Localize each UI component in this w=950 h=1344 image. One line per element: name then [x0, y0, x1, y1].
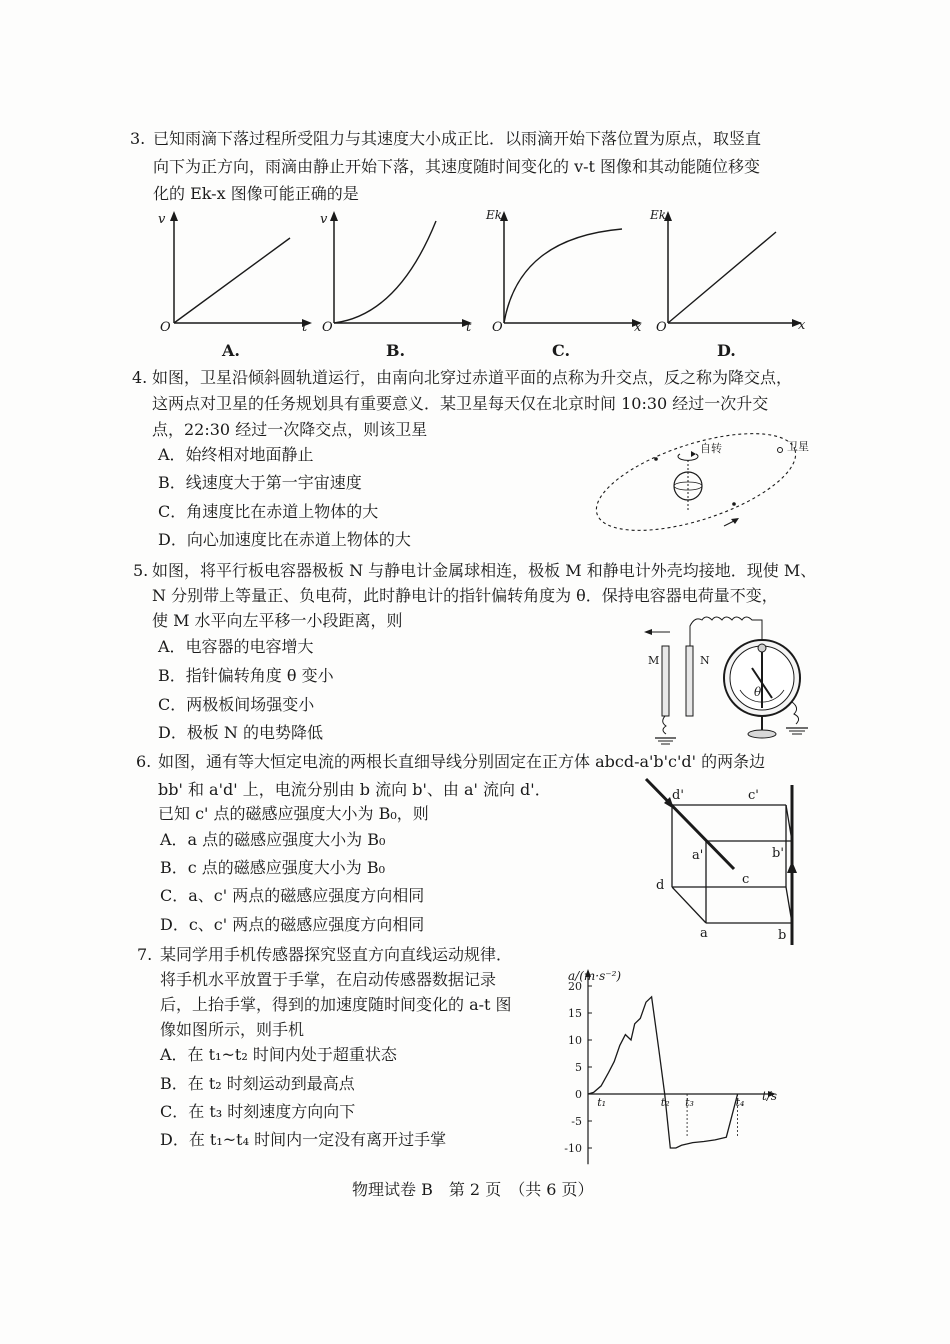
q5-line-1: 如图，将平行板电容器极板 N 与静电计金属球相连，极板 M 和静电计外壳均接地．现使 M、 [152, 561, 817, 580]
q4-line-1: 如图，卫星沿倾斜圆轨道运行，由南向北穿过赤道平面的点称为升交点，反之称为降交点， [152, 368, 793, 387]
q5-option-a: A．电容器的电容增大 [158, 637, 314, 656]
q5-option-b: B．指针偏转角度 θ 变小 [158, 666, 334, 685]
q7-at-xtick-label: t₃ [685, 1096, 694, 1109]
q3a-ylabel: v [158, 212, 166, 227]
q7-at-ytick-label: 15 [568, 1007, 582, 1020]
q6-option-d: D．c、c' 两点的磁感应强度方向相同 [160, 915, 425, 934]
q3-graph-a [150, 205, 320, 335]
q5-line-3: 使 M 水平向左平移一小段距离，则 [152, 611, 403, 630]
q6-label-b: b [778, 928, 787, 943]
q5-option-c: C．两极板间场强变小 [158, 695, 315, 714]
q3-line-2: 向下为正方向，雨滴由静止开始下落，其速度随时间变化的 v-t 图像和其动能随位移变 [153, 157, 761, 176]
q6-line-3: 已知 c' 点的磁感应强度大小为 B₀，则 [158, 804, 429, 823]
q4-orbit-figure [596, 420, 816, 550]
q3-caption-c: C. [552, 341, 571, 360]
q3-graph-c [484, 205, 654, 335]
q7-at-ytick-label: 10 [568, 1034, 582, 1047]
q3-graph-b [318, 205, 488, 335]
q3b-xlabel: t [466, 320, 472, 335]
q7-option-d: D．在 t₁~t₄ 时间内一定没有离开过手掌 [160, 1130, 447, 1149]
q3-line-3: 化的 Ek-x 图像可能正确的是 [153, 184, 359, 203]
q4-option-d: D．向心加速度比在赤道上物体的大 [158, 530, 411, 549]
q5-line-2: N 分别带上等量正、负电荷，此时静电计的指针偏转角度为 θ．保持电容器电荷量不变， [152, 586, 778, 605]
q3c-xlabel: x [634, 320, 642, 335]
q5-number: 5. [133, 561, 149, 580]
q3-caption-d: D. [717, 341, 736, 360]
q7-at-xtick-label: t₂ [660, 1096, 670, 1109]
q6-option-c: C．a、c' 两点的磁感应强度方向相同 [160, 886, 425, 905]
q7-at-ytick-label: 20 [568, 980, 582, 993]
q3-graph-d [648, 205, 818, 335]
q3b-ylabel: v [320, 212, 328, 227]
q7-at-xlabel: t/s [762, 1089, 778, 1103]
q3-caption-a: A. [222, 341, 240, 360]
q7-option-b: B．在 t₂ 时刻运动到最高点 [160, 1074, 355, 1093]
q6-line-1: 如图，通有等大恒定电流的两根长直细导线分别固定在正方体 abcd-a'b'c'd' 的两条边 [158, 752, 766, 771]
q6-label-c: c [742, 872, 750, 887]
q6-line-2: bb' 和 a'd' 上，电流分别由 b 流向 b'、由 a' 流向 d'． [158, 780, 551, 799]
q4-line-2: 这两点对卫星的任务规划具有重要意义．某卫星每天仅在北京时间 10:30 经过一次升交 [152, 394, 769, 413]
q6-label-b1: b' [772, 846, 784, 861]
q7-line-2: 将手机水平放置于手掌，在启动传感器数据记录 [160, 970, 497, 989]
q7-at-series-line [588, 997, 738, 1148]
q4-rotation-label: 自转 [700, 442, 722, 455]
q5-angle-label: θ [754, 685, 762, 699]
q7-at-ytick-label: -10 [564, 1142, 582, 1155]
q7-number: 7. [137, 945, 153, 964]
q5-plate-m-label: M [648, 654, 660, 667]
q3-number: 3. [130, 129, 146, 148]
q3c-ylabel: Ek [486, 208, 503, 222]
q7-line-1: 某同学用手机传感器探究竖直方向直线运动规律． [160, 945, 513, 964]
q6-option-a: A．a 点的磁感应强度大小为 B₀ [160, 830, 386, 849]
q4-number: 4. [132, 368, 148, 387]
q3-caption-b: B. [386, 341, 406, 360]
q3d-ylabel: Ek [650, 208, 667, 222]
q7-line-4: 像如图所示，则手机 [160, 1020, 305, 1039]
q4-satellite-label: 卫星 [787, 440, 809, 453]
q4-line-3: 点，22:30 经过一次降交点，则该卫星 [152, 420, 428, 439]
q5-electrometer-figure [640, 612, 820, 747]
q6-cube-figure [640, 775, 810, 955]
q3a-xlabel: t [302, 320, 308, 335]
q3c-origin: O [492, 320, 503, 335]
q3d-origin: O [656, 320, 667, 335]
q6-label-d1: d' [672, 788, 684, 803]
q3a-origin: O [160, 320, 171, 335]
q6-label-c1: c' [748, 788, 759, 803]
q7-at-ylabel: a/(m·s⁻²) [568, 969, 622, 983]
q4-option-a: A．始终相对地面静止 [158, 445, 314, 464]
q7-option-a: A．在 t₁~t₂ 时间内处于超重状态 [160, 1045, 397, 1064]
q5-plate-n-label: N [700, 654, 710, 667]
q4-option-b: B．线速度大于第一宇宙速度 [158, 473, 362, 492]
q7-at-xtick-label: t₄ [735, 1096, 745, 1109]
q7-at-xtick-label: t₁ [597, 1096, 607, 1109]
q6-number: 6. [136, 752, 152, 771]
q3d-xlabel: x [798, 318, 806, 333]
q4-option-c: C．角速度比在赤道上物体的大 [158, 502, 379, 521]
q6-label-a1: a' [692, 848, 704, 863]
q7-at-ytick-label: 0 [575, 1088, 582, 1101]
q7-line-3: 后，上抬手掌，得到的加速度随时间变化的 a-t 图 [160, 995, 512, 1014]
q3b-origin: O [322, 320, 333, 335]
q5-option-d: D．极板 N 的电势降低 [158, 723, 324, 742]
q6-label-a: a [700, 926, 708, 941]
q6-label-d: d [656, 878, 665, 893]
q7-at-chart [548, 966, 798, 1156]
q7-option-c: C．在 t₃ 时刻速度方向向下 [160, 1102, 356, 1121]
q7-at-ytick-label: 5 [575, 1061, 582, 1074]
q6-option-b: B．c 点的磁感应强度大小为 B₀ [160, 858, 386, 877]
q3-line-1: 已知雨滴下落过程所受阻力与其速度大小成正比．以雨滴开始下落位置为原点，取竖直 [153, 129, 762, 148]
q7-at-ytick-label: -5 [571, 1115, 582, 1128]
page-footer: 物理试卷 B 第 2 页 （共 6 页） [352, 1180, 594, 1199]
